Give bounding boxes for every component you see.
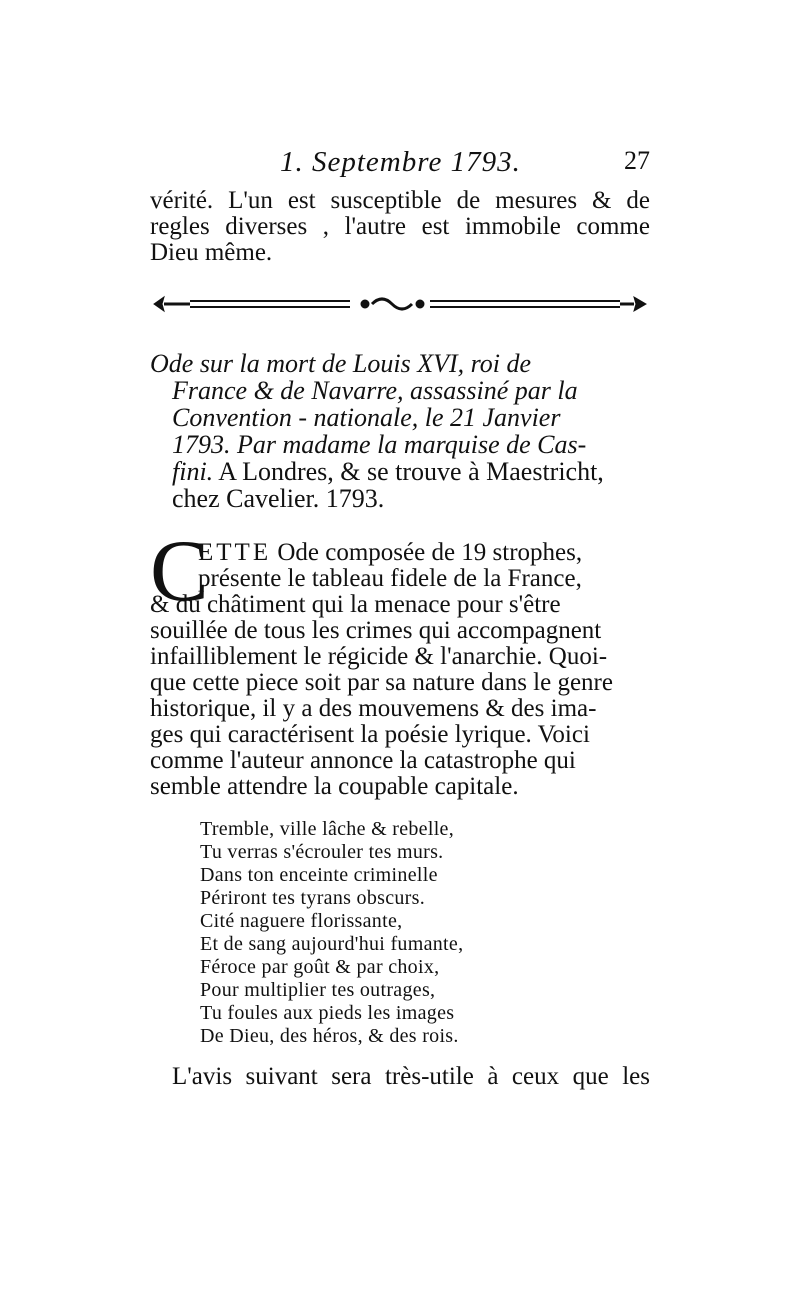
poem-line: Périront tes tyrans obscurs. [200,887,426,909]
page-number: 27 [624,146,650,175]
text-line: regles diverses , l'autre est immobile comme [150,213,650,240]
closing-line [172,1064,650,1090]
poem-line: Et de sang aujourd'hui fumante, [200,933,464,955]
text-line: semble attendre la coupable capitale. [150,773,519,800]
running-head [150,146,650,186]
text-line: & du châtiment qui la menace pour s'être [150,591,561,618]
text-line: Dieu même. [150,239,273,266]
review-line: 1793. Par madame la marquise de Cas- [172,430,587,459]
text-line: présente le tableau fidele de la France, [198,565,582,592]
main-paragraph [150,540,650,800]
poem-line: Cité naguere florissante, [200,910,403,932]
text-line: que cette piece soit par sa nature dans le genre [150,669,613,696]
poem-line: De Dieu, des héros, & des rois. [200,1025,459,1047]
text-line: ges qui caractérisent la poésie lyrique. Voici [150,721,590,748]
poem-stanza [200,818,560,1048]
decorative-rule-icon [150,289,650,319]
text-line: L'avis suivant sera très-utile à ceux que les [172,1063,650,1090]
poem-line: Dans ton enceinte criminelle [200,864,438,886]
text-line: historique, il y a des mouvemens & des ima- [150,695,597,722]
text-line: souillée de tous les crimes qui accompagnent [150,617,602,644]
text-line: comme l'auteur annonce la catastrophe qui [150,747,576,774]
review-line: Ode sur la mort de Louis XVI, roi de [150,349,532,378]
text-line: infailliblement le régicide & l'anarchie. Quoi- [150,643,608,670]
poem-line: Tremble, ville lâche & rebelle, [200,818,455,840]
review-line: fini. A Londres, & se trouve à Maestricht, [172,457,604,486]
text-line: ETTE Ode composée de 19 strophes, [198,539,583,566]
running-title: 1. Septembre 1793. [280,146,521,178]
review-line: chez Cavelier. 1793. [172,484,385,513]
poem-line: Pour multiplier tes outrages, [200,979,436,1001]
review-heading [150,350,650,512]
review-line: France & de Navarre, assassiné par la [172,376,578,405]
continued-paragraph [150,188,650,266]
drop-capital: C [150,523,209,620]
poem-line: Tu verras s'écrouler tes murs. [200,841,444,863]
poem-line: Tu foules aux pieds les images [200,1002,455,1024]
text-line: vérité. L'un est susceptible de mesures & de [150,187,650,214]
poem-line: Féroce par goût & par choix, [200,956,440,978]
review-line: Convention - nationale, le 21 Janvier [172,403,561,432]
